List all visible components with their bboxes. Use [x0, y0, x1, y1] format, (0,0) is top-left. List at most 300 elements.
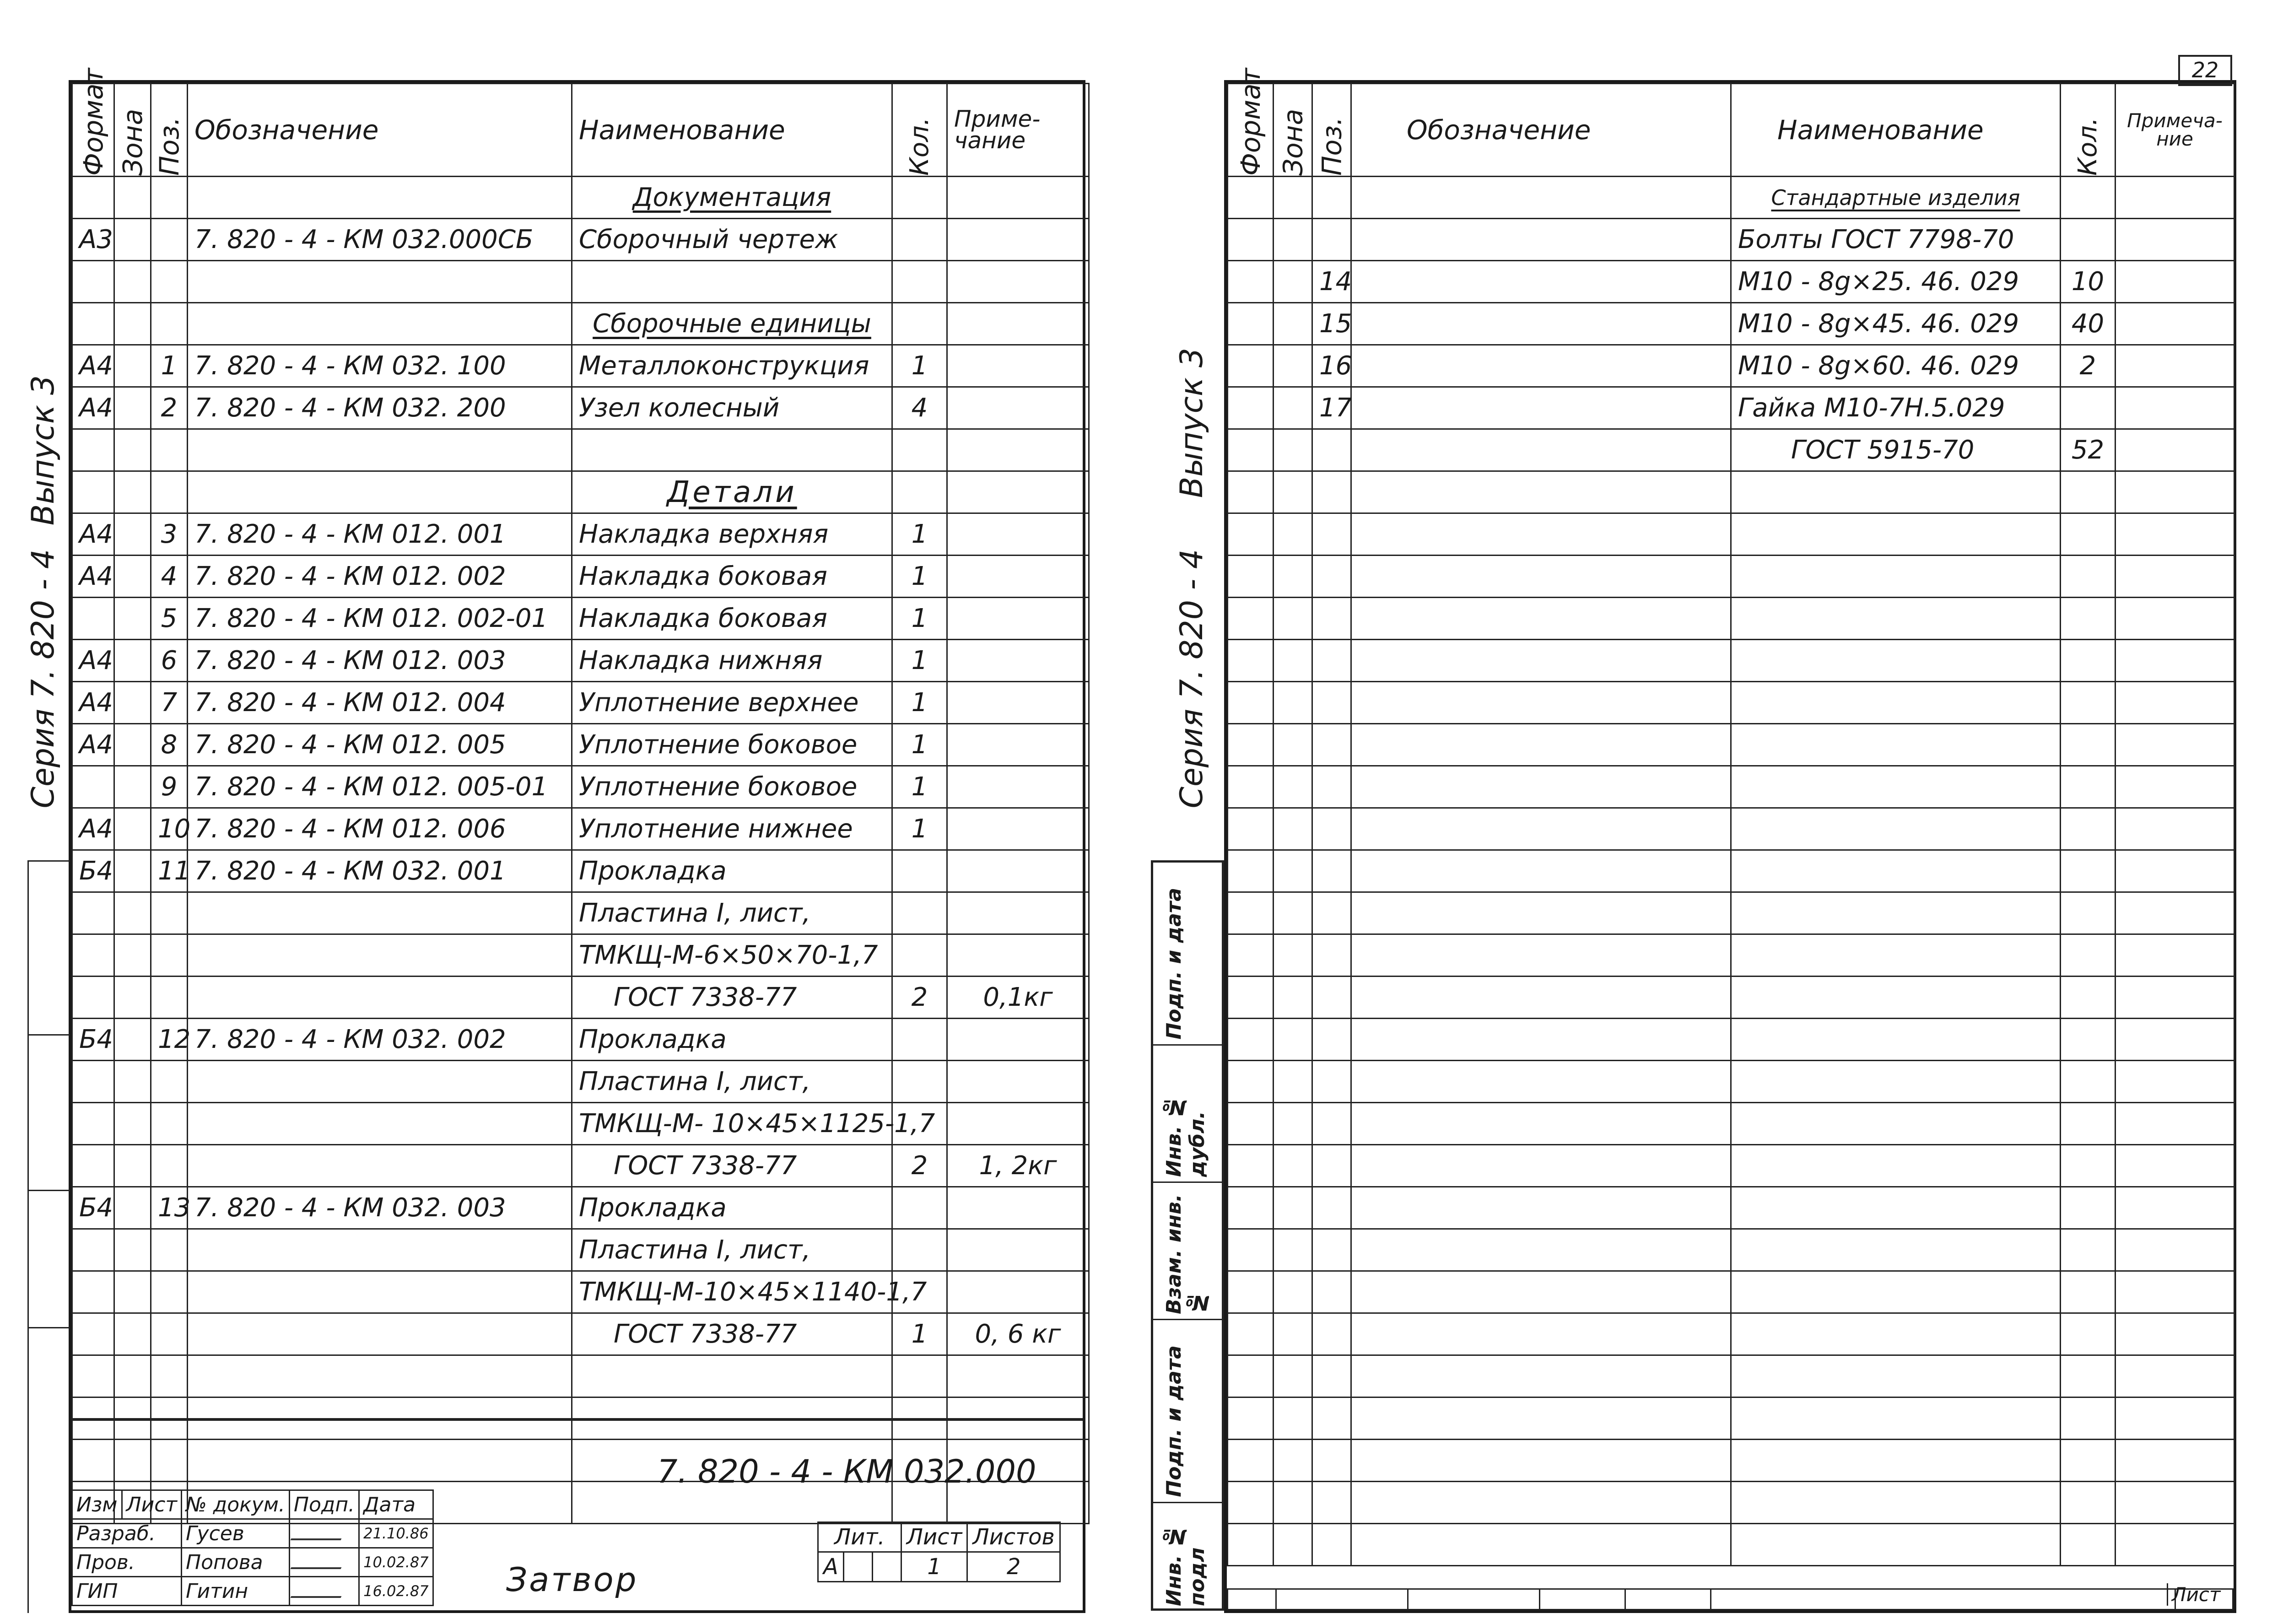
designation-cell — [188, 177, 572, 219]
empty-cell — [1228, 1061, 1274, 1103]
empty-cell — [1351, 1271, 1731, 1313]
pos-cell: 7 — [151, 682, 188, 724]
note-cell — [2115, 345, 2234, 387]
series-label-right: Серия 7. 820 - 4 — [1174, 549, 1210, 809]
title-block — [71, 1418, 1083, 1610]
pos-cell: 5 — [151, 598, 188, 640]
qty-cell — [892, 471, 947, 513]
empty-cell — [1731, 724, 2061, 766]
table-row — [1228, 808, 2234, 850]
empty-cell — [1731, 1187, 2061, 1229]
note-cell — [2115, 261, 2234, 303]
pos-cell — [151, 934, 188, 977]
qty-cell — [892, 1187, 947, 1229]
empty-cell — [1228, 1440, 1274, 1482]
sheet-info-table — [817, 1521, 1061, 1582]
pos-cell: 17 — [1312, 387, 1351, 429]
table-row — [72, 177, 1089, 219]
empty-cell — [2115, 556, 2234, 598]
name-cell: Прокладка — [572, 1019, 892, 1061]
signature — [289, 1519, 359, 1548]
format-cell — [72, 977, 114, 1019]
format-cell: A4 — [72, 345, 114, 387]
qty-cell — [892, 934, 947, 977]
designation-cell: 7. 820 - 4 - КМ 032. 100 — [188, 345, 572, 387]
format-cell — [72, 598, 114, 640]
empty-cell — [2115, 850, 2234, 892]
empty-cell — [1274, 513, 1312, 556]
zone-cell — [114, 977, 151, 1019]
sheets-label: Листов — [967, 1522, 1060, 1552]
empty-cell — [1351, 1482, 1731, 1524]
note-cell — [947, 303, 1089, 345]
empty-cell — [1731, 1229, 2061, 1271]
note-cell — [947, 261, 1089, 303]
empty-cell — [2061, 682, 2115, 724]
header-row — [1228, 84, 2234, 177]
empty-cell — [1228, 1187, 1274, 1229]
zone-cell — [114, 598, 151, 640]
approval-cell: Подп. и дата — [1153, 1320, 1222, 1503]
empty-cell — [2061, 1397, 2115, 1440]
empty-cell — [114, 1355, 151, 1397]
pos-cell — [151, 177, 188, 219]
designation-cell — [188, 1229, 572, 1271]
empty-cell — [1731, 1271, 2061, 1313]
empty-cell — [1731, 1103, 2061, 1145]
empty-cell — [1351, 1440, 1731, 1482]
table-row — [1228, 1397, 2234, 1440]
empty-cell — [2115, 471, 2234, 513]
table-row — [72, 640, 1089, 682]
role: ГИП — [72, 1577, 182, 1606]
empty-cell — [1274, 1355, 1312, 1397]
empty-cell — [1228, 1313, 1274, 1355]
empty-cell — [1274, 724, 1312, 766]
name-cell: Прокладка — [572, 850, 892, 892]
zone-cell — [114, 387, 151, 429]
empty-cell — [1274, 1103, 1312, 1145]
empty-cell — [1731, 1019, 2061, 1061]
qty-cell — [892, 303, 947, 345]
table-row — [72, 934, 1089, 977]
empty-cell — [1228, 471, 1274, 513]
table-row — [72, 513, 1089, 556]
qty-cell: 2 — [892, 1145, 947, 1187]
qty-cell — [2061, 219, 2115, 261]
empty-cell — [1312, 808, 1351, 850]
table-row — [1228, 892, 2234, 934]
format-cell: A3 — [72, 219, 114, 261]
designation-cell — [188, 892, 572, 934]
zone-cell — [114, 892, 151, 934]
col-name: Наименование — [572, 84, 892, 177]
empty-cell — [2115, 1019, 2234, 1061]
format-cell — [72, 1145, 114, 1187]
bottom-strip — [1227, 1588, 2234, 1610]
empty-cell — [2061, 977, 2115, 1019]
table-row — [1228, 387, 2234, 429]
format-cell — [1228, 177, 1274, 219]
empty-cell — [2061, 1145, 2115, 1187]
designation-cell: 7. 820 - 4 - КМ 012. 003 — [188, 640, 572, 682]
table-row — [1228, 1313, 2234, 1355]
table-row — [72, 1145, 1089, 1187]
sheet-value: 1 — [901, 1552, 967, 1582]
designation-cell — [188, 429, 572, 471]
spec-table-left — [71, 68, 1090, 1524]
designation-cell — [1351, 219, 1731, 261]
empty-cell — [2115, 892, 2234, 934]
qty-cell — [892, 892, 947, 934]
zone-cell — [114, 556, 151, 598]
note-cell — [947, 219, 1089, 261]
qty-cell — [892, 261, 947, 303]
empty-cell — [1228, 766, 1274, 808]
note-cell — [947, 1019, 1089, 1061]
pos-cell: 13 — [151, 1187, 188, 1229]
table-row — [1228, 682, 2234, 724]
designation-cell: 7. 820 - 4 - КМ 032. 002 — [188, 1019, 572, 1061]
name-cell: Сборочный чертеж — [572, 219, 892, 261]
empty-cell — [2115, 682, 2234, 724]
empty-cell — [1731, 598, 2061, 640]
name-cell: М10 - 8g×60. 46. 029 — [1731, 345, 2061, 387]
table-row — [72, 1229, 1089, 1271]
qty-cell — [892, 850, 947, 892]
date: 21.10.86 — [359, 1519, 433, 1548]
name-cell: Накладка нижняя — [572, 640, 892, 682]
empty-cell — [2061, 1061, 2115, 1103]
left-margin-strip — [27, 860, 70, 1613]
qty-cell: 10 — [2061, 261, 2115, 303]
pos-cell: 4 — [151, 556, 188, 598]
empty-cell — [2115, 1524, 2234, 1566]
empty-cell — [1312, 682, 1351, 724]
empty-cell — [2061, 598, 2115, 640]
empty-cell — [1274, 1313, 1312, 1355]
col-format: Формат — [1228, 84, 1274, 177]
empty-cell — [1274, 1145, 1312, 1187]
name-cell: ГОСТ 7338-77 — [572, 1313, 892, 1355]
note-cell — [947, 850, 1089, 892]
pos-cell — [1312, 429, 1351, 471]
qty-cell: 1 — [892, 556, 947, 598]
signature-row — [72, 1548, 433, 1577]
empty-cell — [1351, 640, 1731, 682]
pos-cell — [151, 1061, 188, 1103]
empty-cell — [2115, 977, 2234, 1019]
empty-cell — [2115, 1145, 2234, 1187]
format-cell — [72, 766, 114, 808]
table-row — [72, 724, 1089, 766]
sheets-value: 2 — [967, 1552, 1060, 1582]
name-cell: Накладка верхняя — [572, 513, 892, 556]
table-row — [1228, 303, 2234, 345]
pos-cell — [151, 1103, 188, 1145]
designation-cell — [188, 1103, 572, 1145]
empty-cell — [1731, 513, 2061, 556]
qty-cell: 1 — [892, 513, 947, 556]
format-cell — [1228, 387, 1274, 429]
name-cell: Документация — [572, 177, 892, 219]
qty-cell — [892, 429, 947, 471]
designation-cell — [188, 1271, 572, 1313]
table-row — [72, 1061, 1089, 1103]
format-cell: A4 — [72, 513, 114, 556]
empty-cell — [1351, 1397, 1731, 1440]
pos-cell: 16 — [1312, 345, 1351, 387]
empty-cell — [151, 1355, 188, 1397]
empty-cell — [1351, 766, 1731, 808]
zone-cell — [114, 1061, 151, 1103]
zone-cell — [114, 1145, 151, 1187]
empty-cell — [1228, 1271, 1274, 1313]
empty-cell — [1731, 977, 2061, 1019]
col-qty: Кол. — [892, 84, 947, 177]
pos-cell — [151, 1271, 188, 1313]
table-row — [1228, 177, 2234, 219]
page-number: 22 — [2178, 55, 2232, 86]
pos-cell — [151, 429, 188, 471]
note-cell: 0, 6 кг — [947, 1313, 1089, 1355]
zone-cell — [1274, 345, 1312, 387]
qty-cell — [892, 1229, 947, 1271]
qty-cell: 40 — [2061, 303, 2115, 345]
designation-cell — [1351, 261, 1731, 303]
empty-cell — [2061, 1313, 2115, 1355]
name-cell: Уплотнение боковое — [572, 766, 892, 808]
empty-cell — [1274, 682, 1312, 724]
designation-cell — [188, 303, 572, 345]
name-cell: ТМКЩ-М- 10×45×1125-1,7 — [572, 1103, 892, 1145]
col-format: Формат — [72, 84, 114, 177]
empty-cell — [1312, 766, 1351, 808]
col-data: Дата — [359, 1490, 433, 1519]
pos-cell: 14 — [1312, 261, 1351, 303]
name-cell: Пластина I, лист, — [572, 1061, 892, 1103]
qty-cell — [892, 1061, 947, 1103]
designation-cell — [188, 471, 572, 513]
zone-cell — [114, 682, 151, 724]
empty-cell — [1351, 1187, 1731, 1229]
zone-cell — [114, 471, 151, 513]
name-cell: Детали — [572, 471, 892, 513]
qty-cell: 2 — [892, 977, 947, 1019]
zone-cell — [114, 1313, 151, 1355]
designation-cell: 7. 820 - 4 - КМ 012. 002-01 — [188, 598, 572, 640]
designation-cell: 7. 820 - 4 - КМ 032. 200 — [188, 387, 572, 429]
qty-cell: 1 — [892, 682, 947, 724]
note-cell — [2115, 429, 2234, 471]
table-row — [1228, 1440, 2234, 1482]
pos-cell — [151, 892, 188, 934]
format-cell — [72, 892, 114, 934]
empty-cell — [2061, 471, 2115, 513]
table-row — [72, 387, 1089, 429]
name-cell — [572, 429, 892, 471]
table-row — [72, 471, 1089, 513]
zone-cell — [114, 934, 151, 977]
empty-cell — [1731, 1482, 2061, 1524]
signature-table — [71, 1489, 434, 1606]
empty-cell — [1312, 556, 1351, 598]
designation-cell — [188, 1061, 572, 1103]
format-cell — [1228, 219, 1274, 261]
format-cell: Б4 — [72, 1187, 114, 1229]
table-row — [1228, 1019, 2234, 1061]
table-row — [1228, 1355, 2234, 1397]
designation-cell — [1351, 429, 1731, 471]
empty-cell — [1312, 1061, 1351, 1103]
empty-cell — [1228, 1524, 1274, 1566]
name-cell: Пластина I, лист, — [572, 892, 892, 934]
zone-cell — [114, 1229, 151, 1271]
format-cell — [72, 261, 114, 303]
designation-cell: 7. 820 - 4 - КМ 012. 002 — [188, 556, 572, 598]
pos-cell — [151, 471, 188, 513]
empty-cell — [1228, 1103, 1274, 1145]
person: Гитин — [182, 1577, 290, 1606]
empty-cell — [1312, 934, 1351, 977]
table-row — [1228, 261, 2234, 303]
pos-cell: 15 — [1312, 303, 1351, 345]
empty-cell — [2061, 1103, 2115, 1145]
note-cell — [947, 808, 1089, 850]
qty-cell: 1 — [892, 766, 947, 808]
empty-cell — [1274, 598, 1312, 640]
empty-cell — [2115, 766, 2234, 808]
name-cell: ТМКЩ-М-6×50×70-1,7 — [572, 934, 892, 977]
empty-cell — [892, 1355, 947, 1397]
empty-cell — [1731, 808, 2061, 850]
zone-cell — [114, 261, 151, 303]
name-cell: Сборочные единицы — [572, 303, 892, 345]
empty-cell — [1312, 1397, 1351, 1440]
empty-cell — [2061, 1440, 2115, 1482]
name-cell: Накладка боковая — [572, 556, 892, 598]
col-qty: Кол. — [2061, 84, 2115, 177]
qty-cell — [2061, 387, 2115, 429]
designation-cell — [188, 977, 572, 1019]
col-designation: Обозначение — [188, 84, 572, 177]
empty-cell — [1351, 1355, 1731, 1397]
table-row — [1228, 1061, 2234, 1103]
name-cell: Болты ГОСТ 7798-70 — [1731, 219, 2061, 261]
empty-cell — [1731, 1440, 2061, 1482]
empty-cell — [1351, 682, 1731, 724]
col-designation: Обозначение — [1351, 84, 1731, 177]
designation-cell — [188, 261, 572, 303]
col-pos: Поз. — [151, 84, 188, 177]
zone-cell — [114, 1271, 151, 1313]
qty-cell: 1 — [892, 808, 947, 850]
empty-cell — [2115, 513, 2234, 556]
empty-cell — [1312, 471, 1351, 513]
format-cell — [72, 177, 114, 219]
col-izm: Изм — [72, 1490, 122, 1519]
empty-cell — [1351, 1019, 1731, 1061]
date: 10.02.87 — [359, 1548, 433, 1577]
note-cell — [947, 345, 1089, 387]
table-row — [1228, 1187, 2234, 1229]
designation-cell: 7. 820 - 4 - КМ 032.000СБ — [188, 219, 572, 261]
signature-row — [72, 1577, 433, 1606]
role: Пров. — [72, 1548, 182, 1577]
specification-sheet-1 — [69, 68, 1085, 1613]
empty-cell — [1274, 808, 1312, 850]
format-cell — [72, 1313, 114, 1355]
empty-cell — [2061, 934, 2115, 977]
empty-cell — [1274, 556, 1312, 598]
empty-cell — [1228, 556, 1274, 598]
col-ndoc: № докум. — [182, 1490, 290, 1519]
format-cell — [72, 934, 114, 977]
note-cell — [947, 640, 1089, 682]
signature — [289, 1577, 359, 1606]
empty-cell — [1351, 850, 1731, 892]
format-cell: A4 — [72, 724, 114, 766]
designation-cell — [188, 1313, 572, 1355]
pos-cell — [151, 219, 188, 261]
zone-cell — [114, 808, 151, 850]
format-cell: A4 — [72, 808, 114, 850]
empty-cell — [1274, 1440, 1312, 1482]
empty-cell — [2061, 640, 2115, 682]
empty-cell — [947, 1355, 1089, 1397]
qty-cell: 1 — [892, 598, 947, 640]
table-row — [1228, 1145, 2234, 1187]
empty-cell — [1274, 1061, 1312, 1103]
note-cell — [2115, 177, 2234, 219]
col-list: Лист — [122, 1490, 182, 1519]
empty-cell — [2115, 1355, 2234, 1397]
empty-cell — [1351, 1103, 1731, 1145]
empty-cell — [1351, 1524, 1731, 1566]
series-label-left: Серия 7. 820 - 4 — [25, 549, 61, 809]
zone-cell — [114, 766, 151, 808]
table-row — [72, 892, 1089, 934]
table-row — [1228, 977, 2234, 1019]
pos-cell: 9 — [151, 766, 188, 808]
table-row — [72, 598, 1089, 640]
format-cell — [1228, 429, 1274, 471]
designation-cell — [188, 934, 572, 977]
empty-cell — [1731, 640, 2061, 682]
empty-cell — [1228, 513, 1274, 556]
name-cell — [572, 261, 892, 303]
empty-cell — [1274, 1524, 1312, 1566]
zone-cell — [114, 513, 151, 556]
designation-cell — [1351, 387, 1731, 429]
designation-cell: 7. 820 - 4 - КМ 012. 004 — [188, 682, 572, 724]
format-cell — [1228, 303, 1274, 345]
note-cell — [947, 471, 1089, 513]
zone-cell — [114, 724, 151, 766]
list-label: Лист — [2167, 1583, 2220, 1606]
zone-cell — [1274, 177, 1312, 219]
note-cell — [947, 1103, 1089, 1145]
empty-cell — [1731, 1061, 2061, 1103]
empty-cell — [1228, 1145, 1274, 1187]
note-cell — [947, 1187, 1089, 1229]
role: Разраб. — [72, 1519, 182, 1548]
note-cell — [947, 556, 1089, 598]
name-cell: Прокладка — [572, 1187, 892, 1229]
empty-cell — [188, 1355, 572, 1397]
format-cell: A4 — [72, 640, 114, 682]
empty-cell — [2115, 724, 2234, 766]
